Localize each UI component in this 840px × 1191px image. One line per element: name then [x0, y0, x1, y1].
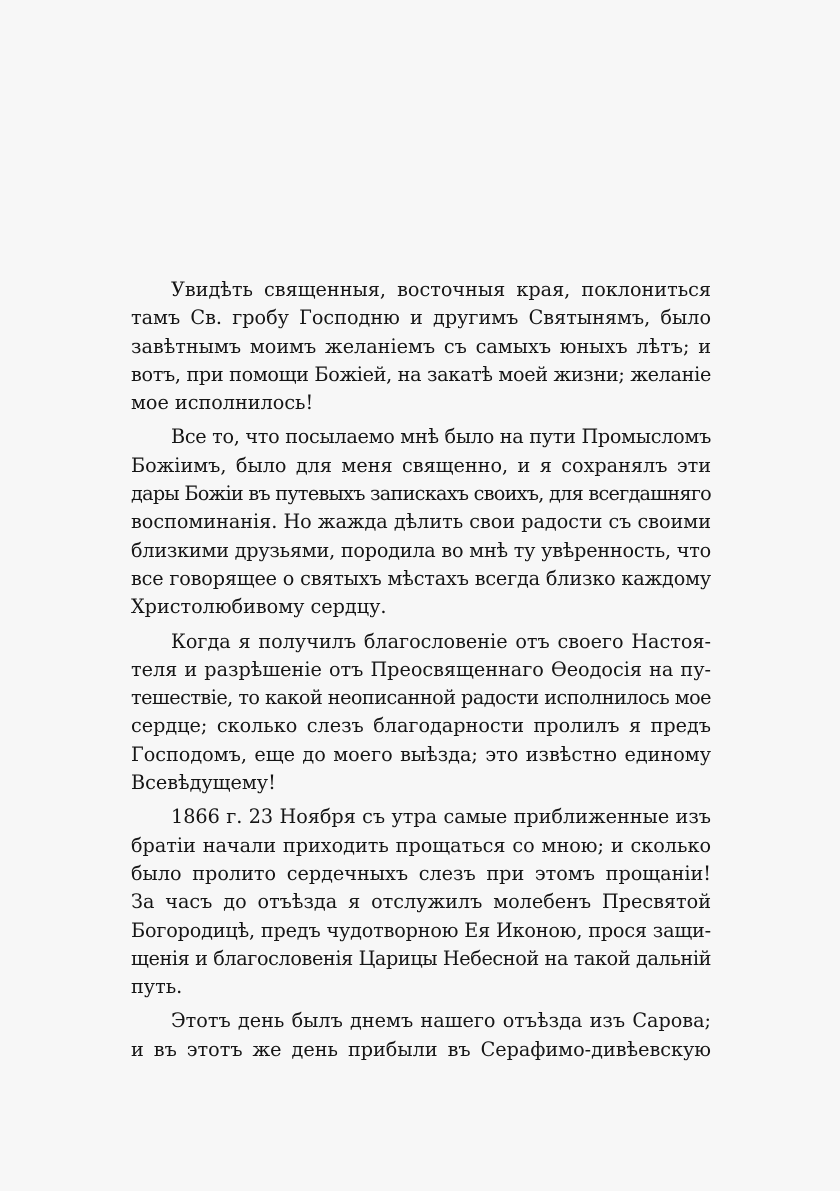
text-line: щенія и благословенія Царицы Небесной на такой дальній — [131, 946, 711, 970]
paragraph-5 — [131, 1007, 711, 1064]
text-line: тешествіе, то какой неописанной радости исполнилось мое — [131, 686, 711, 710]
text-line: Христолюбивому сердцу. — [131, 595, 387, 619]
text-line: теля и разрѣшеніе отъ Преосвященнаго Ѳеодосія на пу- — [131, 657, 711, 681]
paragraph-2 — [131, 423, 711, 621]
text-line: тамъ Св. гробу Господню и другимъ Святынямъ, было — [131, 306, 711, 330]
text-line: сердце; сколько слезъ благодарности пролилъ я предъ — [131, 714, 711, 738]
page-text — [131, 276, 711, 1070]
text-line: было пролито сердечныхъ слезъ при этомъ прощаніи! — [131, 861, 711, 885]
text-line: Все то, что посылаемо мнѣ было на пути Промысломъ — [171, 425, 711, 449]
text-line: путь. — [131, 975, 183, 999]
text-line: воспоминанія. Но жажда дѣлить свои радости съ своими — [131, 510, 711, 534]
text-line: все говорящее о святыхъ мѣстахъ всегда близко каждому — [131, 566, 711, 590]
text-line: мое исполнилось! — [131, 391, 314, 415]
text-line: завѣтнымъ моимъ желаніемъ съ самыхъ юныхъ лѣтъ; и — [131, 334, 711, 358]
text-line: близкими друзьями, породила во мнѣ ту увѣренность, что — [131, 538, 711, 562]
text-line: дары Божіи въ путевыхъ запискахъ своихъ, для всегдашняго — [131, 482, 711, 506]
text-line: и въ этотъ же день прибыли въ Серафимо-дивѣевскую — [131, 1037, 711, 1061]
paragraph-1 — [131, 276, 711, 417]
text-line: Когда я получилъ благословеніе отъ своего Настоя- — [171, 629, 711, 653]
text-line: 1866 г. 23 Ноября съ утра самые приближенные изъ — [171, 805, 711, 829]
text-line: Господомъ, еще до моего выѣзда; это извѣстно единому — [131, 742, 711, 766]
paragraph-4 — [131, 803, 711, 1001]
text-line: Богородицѣ, предъ чудотворною Ея Иконою, прося защи- — [131, 918, 711, 942]
text-line: вотъ, при помощи Божіей, на закатѣ моей жизни; желаніе — [131, 362, 711, 386]
paragraph-3 — [131, 628, 711, 798]
text-line: Этотъ день былъ днемъ нашего отъѣзда изъ Сарова; — [171, 1009, 711, 1033]
text-line: Божіимъ, было для меня священно, и я сохранялъ эти — [131, 453, 711, 477]
text-line: братіи начали приходить прощаться со мною; и сколько — [131, 833, 711, 857]
text-line: Всевѣдущему! — [131, 771, 276, 795]
text-line: За часъ до отъѣзда я отслужилъ молебенъ Пресвятой — [131, 890, 711, 914]
text-line: Увидѣть священныя, восточныя края, поклониться — [171, 278, 711, 301]
